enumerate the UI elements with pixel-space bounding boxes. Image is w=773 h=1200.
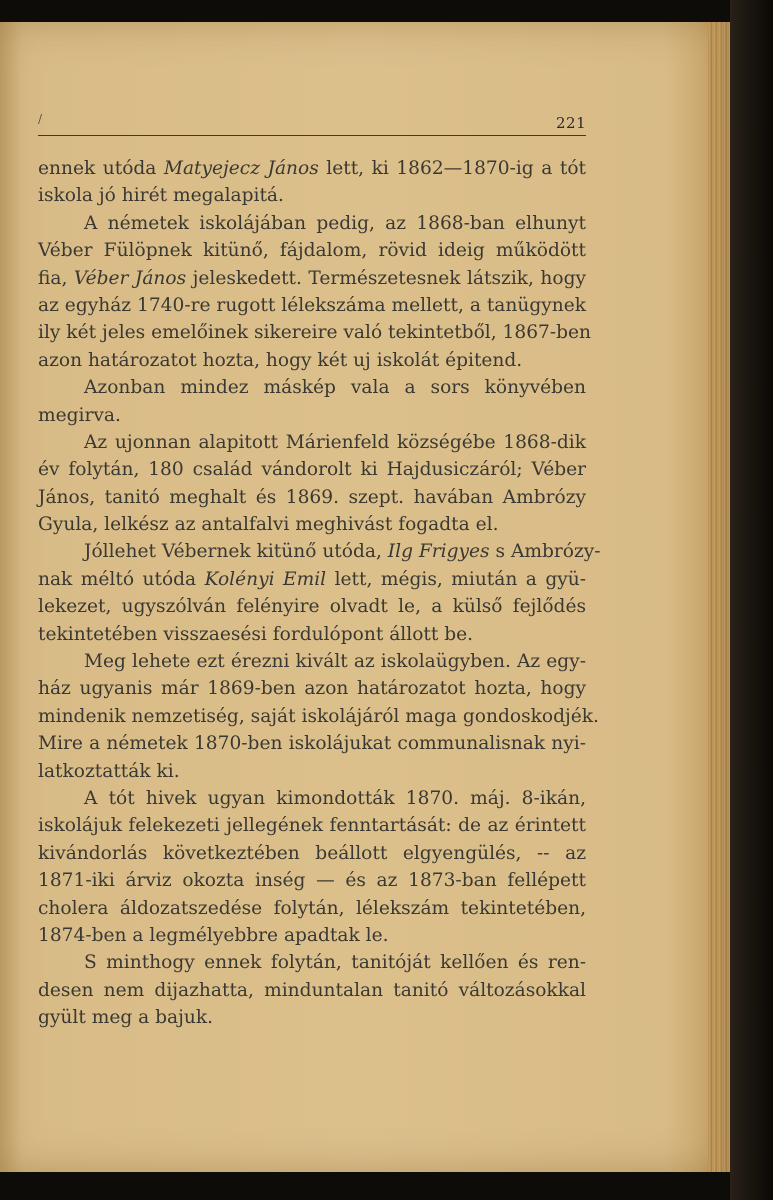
text-segment: tekintetében visszaesési fordulópont állott be. (38, 623, 474, 645)
italic-name: Matyejecz János (163, 158, 319, 179)
text-line (38, 675, 586, 702)
text-segment: lett, mégis, miután a gyü- (326, 568, 586, 590)
text-line (38, 758, 586, 785)
text-segment: János, tanitó meghalt és 1869. szept. havában Ambrózy (38, 486, 586, 508)
text-segment: mindenik nemzetiség, saját iskolájáról maga gondoskodjék. (38, 705, 599, 727)
text-segment: az egyház 1740-re rugott lélekszáma mellett, a tanügynek (38, 294, 586, 316)
page-edge (708, 22, 730, 1172)
text-line (38, 566, 586, 593)
header-rule (38, 135, 586, 136)
text-segment: Azonban mindez máskép vala a sors könyvében (84, 377, 586, 399)
text-line (38, 456, 586, 483)
text-line (38, 621, 586, 648)
text-line (38, 265, 586, 292)
text-line (38, 977, 586, 1004)
book-binding (730, 0, 773, 1200)
text-line (38, 922, 586, 949)
text-segment: fia, (38, 267, 74, 289)
text-line (38, 730, 586, 757)
page-number: 221 (556, 114, 587, 132)
text-line (38, 867, 586, 894)
text-segment: nak méltó utóda (38, 568, 205, 590)
text-line (38, 319, 592, 346)
text-line (38, 785, 586, 812)
text-line (38, 155, 586, 182)
text-line (38, 484, 586, 511)
italic-name: Véber János (73, 267, 187, 289)
text-segment: cholera áldozatszedése folytán, lélekszám tekintetében, (38, 897, 586, 919)
text-segment: 1871-iki árviz okozta inség — és az 1873-ban fellépett (38, 870, 586, 892)
text-segment: A németek iskolájában pedig, az 1868-ban elhunyt (84, 212, 586, 234)
text-segment: lett, ki 1862—1870-ig a tót (318, 158, 586, 179)
text-segment: desen nem dijazhatta, minduntalan tanitó változásokkal (38, 979, 586, 1001)
text-line (38, 812, 586, 839)
text-segment: megirva. (38, 404, 121, 426)
text-line (38, 429, 586, 456)
text-line (38, 347, 586, 374)
text-segment: gyült meg a bajuk. (38, 1007, 214, 1029)
text-line (38, 895, 586, 922)
text-line (38, 237, 586, 264)
text-segment: 1874-ben a legmélyebbre apadtak le. (38, 924, 389, 946)
text-segment: Meg lehete ezt érezni kivált az iskolaügyben. Az egy- (84, 651, 586, 673)
text-line (38, 949, 586, 976)
text-segment: év folytán, 180 család vándorolt ki Hajdusiczáról; Véber (38, 459, 586, 481)
text-segment: kivándorlás következtében beállott elgyengülés, -- az (38, 842, 586, 864)
text-segment: jeleskedett. Természetesnek látszik, hogy (186, 267, 587, 289)
text-line (38, 374, 586, 401)
text-line (38, 292, 586, 319)
text-segment: ház ugyanis már 1869-ben azon határozatot hozta, hogy (38, 678, 586, 700)
italic-name: Kolényi Emil (204, 568, 327, 590)
italic-name: Ilg Frigyes (387, 541, 490, 563)
text-line (38, 840, 586, 867)
text-line (38, 703, 599, 730)
text-segment: iskola jó hirét megalapitá. (38, 185, 284, 207)
text-segment: Mire a németek 1870-ben iskolájukat communalisnak nyi- (38, 733, 586, 755)
text-line (38, 182, 586, 209)
text-line (38, 648, 586, 675)
text-segment: Véber Fülöpnek kitünő, fájdalom, rövid ideig működött (38, 240, 586, 262)
text-segment: lekezet, ugyszólván felényire olvadt le, a külső fejlődés (38, 596, 586, 618)
text-segment: iskolájuk felekezeti jellegének fenntartását: de az érintett (38, 815, 586, 837)
text-segment: Az ujonnan alapitott Márienfeld községébe 1868-dik (84, 431, 586, 453)
text-line (38, 538, 601, 565)
text-segment: Gyula, lelkész az antalfalvi meghivást fogadta el. (38, 514, 499, 536)
text-line (38, 1004, 586, 1031)
text-segment: latkoztatták ki. (38, 760, 180, 782)
text-line (38, 511, 586, 538)
text-line (38, 402, 586, 429)
text-segment: ily két jeles emelőinek sikereire való tekintetből, 1867-ben (38, 322, 592, 344)
text-segment: s Ambrózy- (489, 541, 601, 563)
body-text (38, 155, 601, 1032)
text-segment: S minthogy ennek folytán, tanitóját kellően és ren- (84, 952, 586, 974)
text-segment: ennek utóda (38, 158, 164, 179)
text-segment: A tót hivek ugyan kimondották 1870. máj. 8-ikán, (84, 787, 586, 809)
header-mark: / (38, 112, 43, 126)
text-line (38, 210, 586, 237)
text-segment: azon határozatot hozta, hogy két uj iskolát épitend. (38, 349, 523, 371)
text-line (38, 593, 586, 620)
text-segment: Jóllehet Vébernek kitünő utóda, (84, 541, 388, 563)
